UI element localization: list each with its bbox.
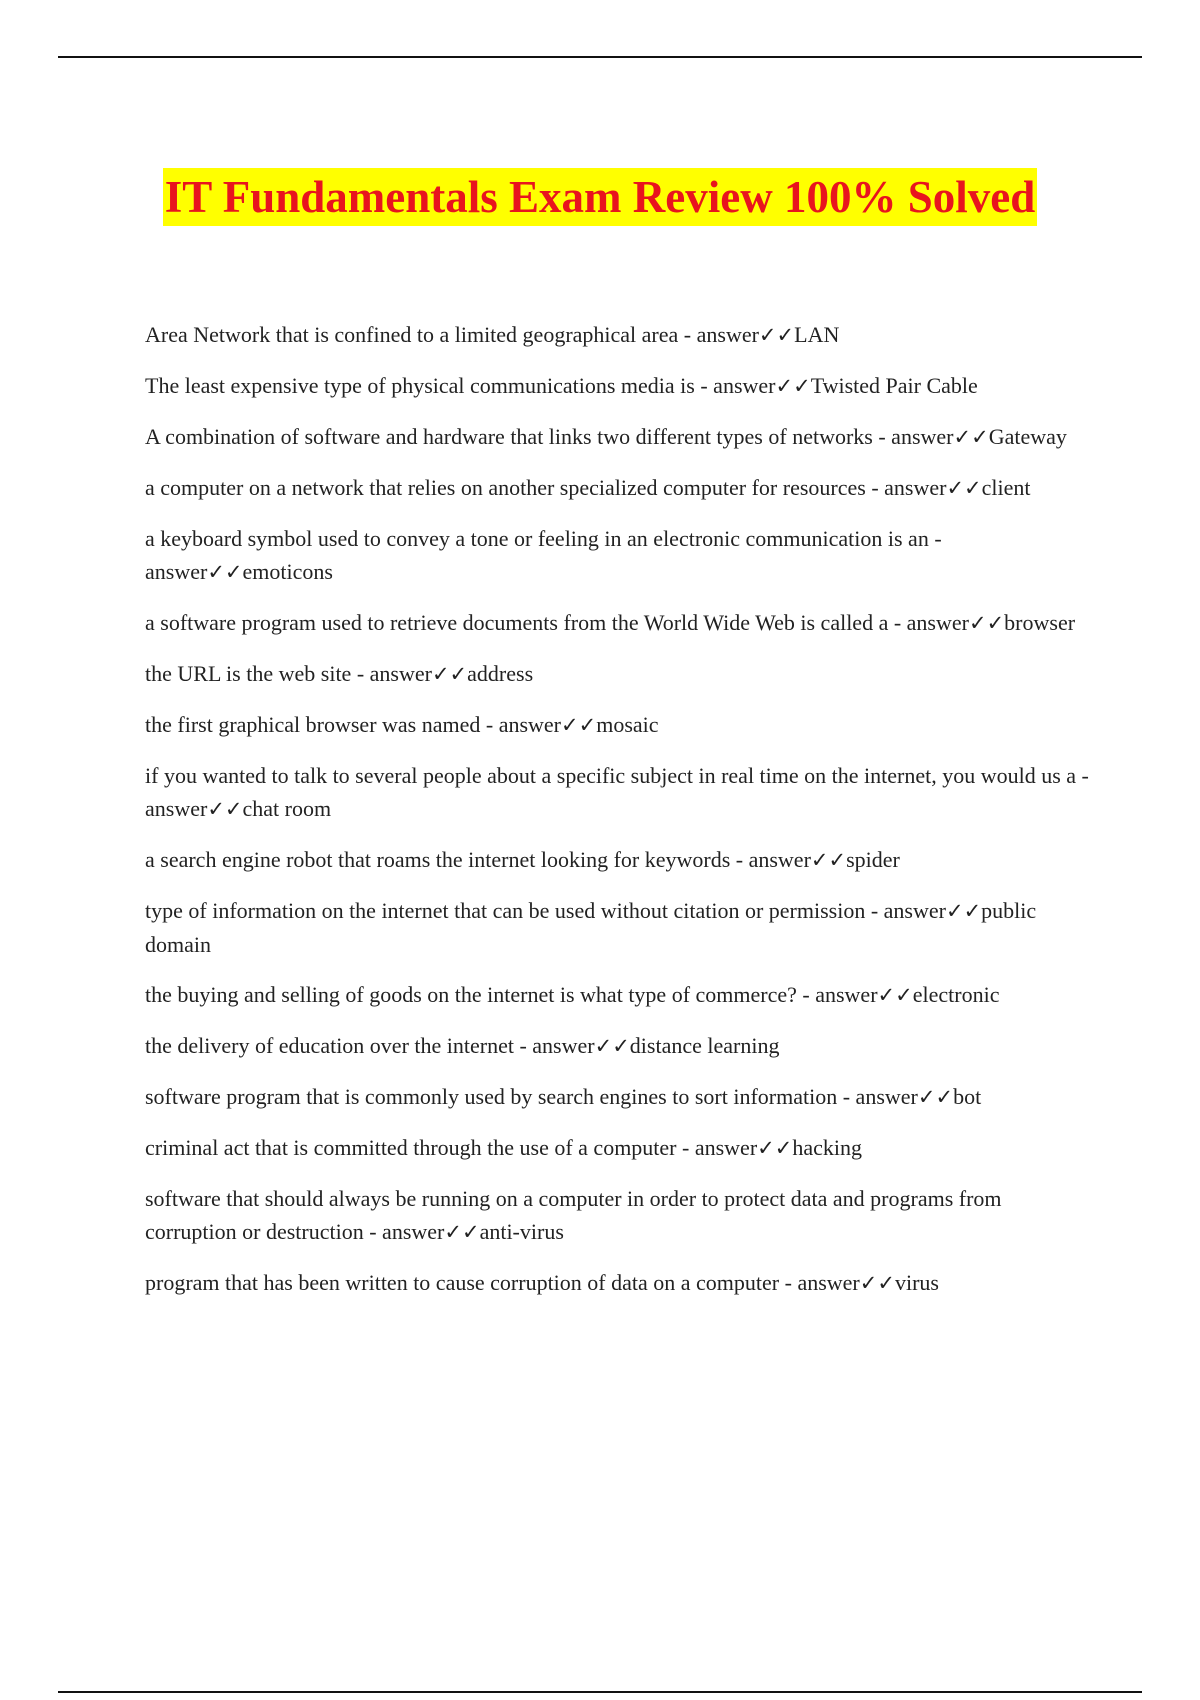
answer-text: Gateway [988,424,1067,449]
qa-item [145,708,1095,742]
question-text: program that has been written to cause corruption of data on a computer - answer [145,1270,860,1295]
question-text: type of information on the internet that can be used without citation or permission - answer [145,898,946,923]
qa-item [145,759,1095,826]
answer-text: browser [1004,610,1076,635]
qa-item [145,1182,1095,1249]
double-check-icon: ✓✓ [207,560,243,584]
double-check-icon: ✓✓ [859,1271,895,1295]
double-check-icon: ✓✓ [968,611,1005,635]
question-text: A combination of software and hardware that links two different types of networks - answer [145,424,954,449]
top-divider [58,56,1142,58]
document-title: IT Fundamentals Exam Review 100% Solved [163,168,1038,226]
qa-item [145,1029,1095,1063]
question-text: if you wanted to talk to several people about a specific subject in real time on the internet, you would us a - answer [145,763,1089,821]
question-text: the URL is the web site - answer [145,661,432,686]
double-check-icon: ✓✓ [953,425,989,449]
qa-item [145,978,1095,1012]
question-text: Area Network that is confined to a limited geographical area - answer [145,322,759,347]
answer-text: mosaic [596,712,659,737]
qa-item [145,1131,1095,1165]
question-text: criminal act that is committed through the use of a computer - answer [145,1135,758,1160]
double-check-icon: ✓✓ [207,797,243,821]
answer-text: virus [894,1270,939,1295]
double-check-icon: ✓✓ [877,983,913,1007]
title-container [0,168,1200,226]
answer-text: emoticons [242,559,333,584]
double-check-icon: ✓✓ [758,323,795,347]
qa-item [145,1080,1095,1114]
question-text: a software program used to retrieve documents from the World Wide Web is called a - answer [145,610,969,635]
double-check-icon: ✓✓ [757,1136,793,1160]
answer-text: client [981,475,1031,500]
question-text: a search engine robot that roams the internet looking for keywords - answer [145,847,811,872]
answer-text: Twisted Pair Cable [810,373,978,398]
answer-text: hacking [792,1135,863,1160]
double-check-icon: ✓✓ [444,1220,480,1244]
qa-item [145,420,1095,454]
qa-item [145,894,1095,961]
qa-item [145,657,1095,691]
qa-item [145,369,1095,403]
answer-text: chat room [242,796,332,821]
answer-text: bot [953,1084,982,1109]
answer-text: LAN [794,322,840,347]
question-text: a keyboard symbol used to convey a tone or feeling in an electronic communication is an - answer [145,526,942,584]
answer-text: address [467,661,534,686]
answer-text: distance learning [629,1033,780,1058]
double-check-icon: ✓✓ [945,899,982,923]
answer-text: anti-virus [479,1219,564,1244]
question-text: software that should always be running on a computer in order to protect data and programs from corruption or destruction - answer [145,1186,1002,1244]
question-text: the buying and selling of goods on the internet is what type of commerce? - answer [145,982,878,1007]
qa-item [145,522,1095,589]
question-text: The least expensive type of physical communications media is - answer [145,373,776,398]
question-text: software program that is commonly used by search engines to sort information - answer [145,1084,918,1109]
double-check-icon: ✓✓ [594,1034,630,1058]
double-check-icon: ✓✓ [946,476,982,500]
question-text: a computer on a network that relies on another specialized computer for resources - answer [145,475,947,500]
answer-text: public domain [145,898,1037,957]
double-check-icon: ✓✓ [917,1085,954,1109]
answer-text: electronic [912,982,1000,1007]
qa-item [145,471,1095,505]
qa-item [145,843,1095,877]
double-check-icon: ✓✓ [561,713,597,737]
qa-item [145,606,1095,640]
qa-item [145,1266,1095,1300]
question-text: the first graphical browser was named - answer [145,712,562,737]
double-check-icon: ✓✓ [810,848,847,872]
answer-text: spider [846,847,900,872]
qa-list [145,318,1095,1317]
double-check-icon: ✓✓ [775,374,811,398]
qa-item [145,318,1095,352]
double-check-icon: ✓✓ [431,662,468,686]
question-text: the delivery of education over the internet - answer [145,1033,595,1058]
bottom-divider [58,1691,1142,1693]
